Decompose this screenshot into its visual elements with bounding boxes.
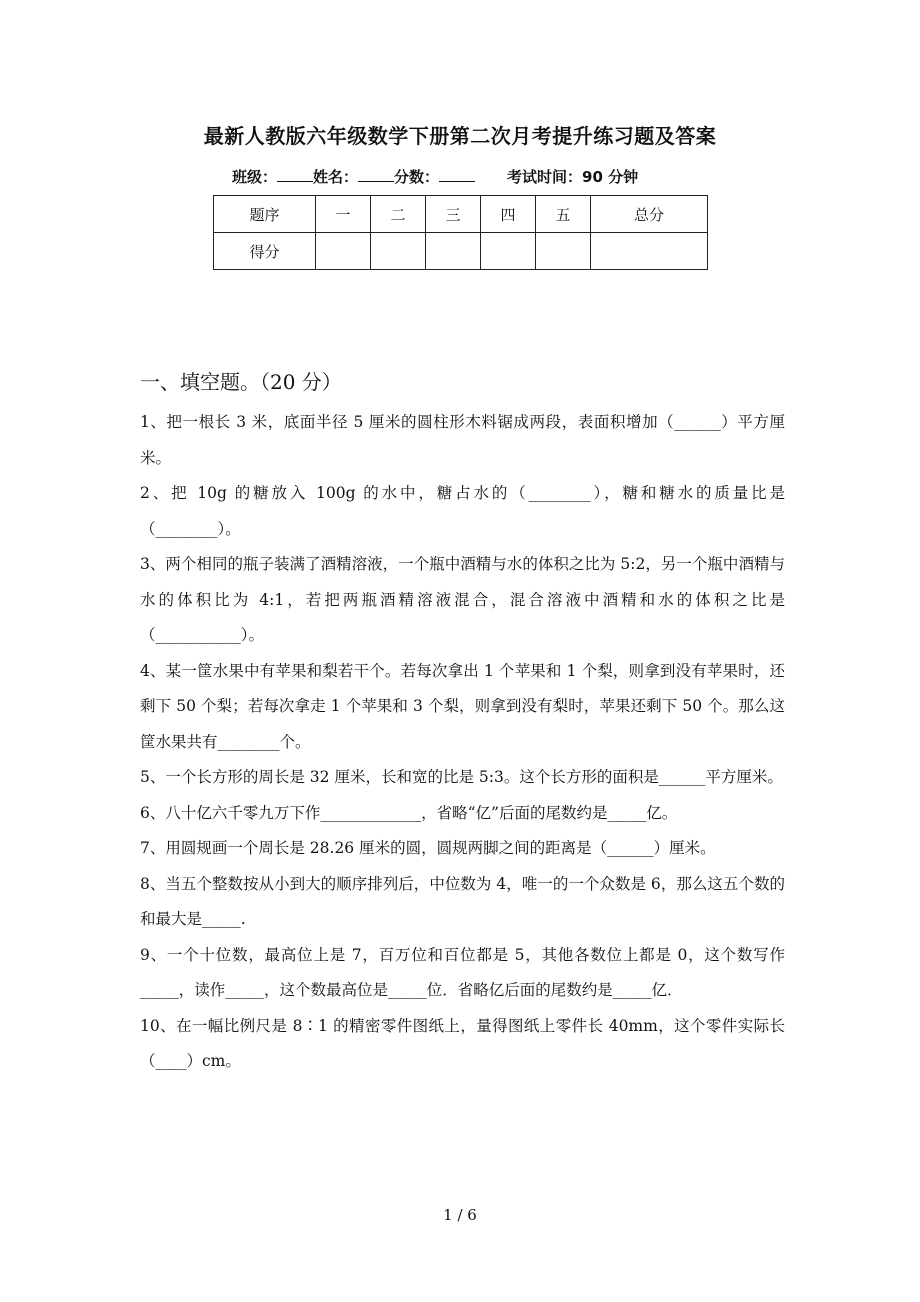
- question-5: 5、一个长方形的周长是 32 厘米，长和宽的比是 5:3。这个长方形的面积是______平方厘米。: [140, 768, 783, 786]
- question-7: 7、用圆规画一个周长是 28.26 厘米的圆，圆规两脚之间的距离是（______）厘米。: [140, 839, 716, 857]
- document-title: 最新人教版六年级数学下册第二次月考提升练习题及答案: [203, 124, 717, 148]
- question-2: 2、把 10g 的糖放入 100g 的水中，糖占水的（________），糖和糖水的质量比是（________）。: [140, 484, 785, 538]
- question-3: 3、两个相同的瓶子装满了酒精溶液，一个瓶中酒精与水的体积之比为 5:2，另一个瓶中酒精与水的体积比为 4:1，若把两瓶酒精溶液混合，混合溶液中酒精和水的体积之比是（___________）。: [140, 555, 785, 644]
- header-cell-question-no: 题序: [214, 196, 316, 233]
- question-6: 6、八十亿六千零九万下作_____________，省略“亿”后面的尾数约是_____亿。: [140, 803, 678, 822]
- header-cell-total: 总分: [591, 196, 708, 233]
- header-cell-3: 三: [426, 196, 481, 233]
- header-cell-4: 四: [481, 196, 536, 233]
- score-table-header-row: [214, 196, 708, 233]
- question-9: 9、一个十位数，最高位上是 7，百万位和百位都是 5，其他各数位上都是 0，这个数写作_____，读作_____，这个数最高位是_____位．省略亿后面的尾数约是_____亿．: [140, 945, 785, 999]
- exam-time: 考试时间：90 分钟: [507, 168, 639, 186]
- score-cell: [481, 233, 536, 270]
- score-label: 分数：: [394, 168, 440, 186]
- question-8: 8、当五个整数按从小到大的顺序排列后，中位数为 4，唯一的一个众数是 6，那么这五个数的和最大是_____.: [140, 874, 785, 928]
- score-cell-total: [591, 233, 708, 270]
- score-cell: [371, 233, 426, 270]
- score-row-label: 得分: [214, 233, 316, 270]
- question-1: 1、把一根长 3 米，底面半径 5 厘米的圆柱形木料锯成两段，表面积增加（______）平方厘米。: [140, 413, 785, 467]
- score-cell: [316, 233, 371, 270]
- score-cell: [426, 233, 481, 270]
- score-cell: [536, 233, 591, 270]
- question-list: [140, 405, 785, 1080]
- class-blank: [277, 167, 313, 182]
- question-4: 4、某一筐水果中有苹果和梨若干个。若每次拿出 1 个苹果和 1 个梨，则拿到没有苹果时，还剩下 50 个梨；若每次拿走 1 个苹果和 3 个梨，则拿到没有梨时，苹果还剩下 50 个。那么这筐水果共有________个。: [140, 661, 785, 751]
- question-10: 10、在一幅比例尺是 8∶1 的精密零件图纸上，量得图纸上零件长 40mm，这个零件实际长（____）cm。: [140, 1016, 785, 1070]
- score-table-score-row: [214, 233, 708, 270]
- header-cell-1: 一: [316, 196, 371, 233]
- name-label: 姓名：: [313, 168, 359, 186]
- student-info-line: [232, 166, 638, 187]
- name-blank: [358, 167, 394, 182]
- section-title: 一、填空题。（20 分）: [140, 370, 342, 394]
- header-cell-2: 二: [371, 196, 426, 233]
- page-number: 1 / 6: [443, 1206, 477, 1224]
- header-cell-5: 五: [536, 196, 591, 233]
- class-label: 班级：: [232, 168, 278, 186]
- score-blank: [439, 167, 475, 182]
- score-table: [213, 195, 708, 270]
